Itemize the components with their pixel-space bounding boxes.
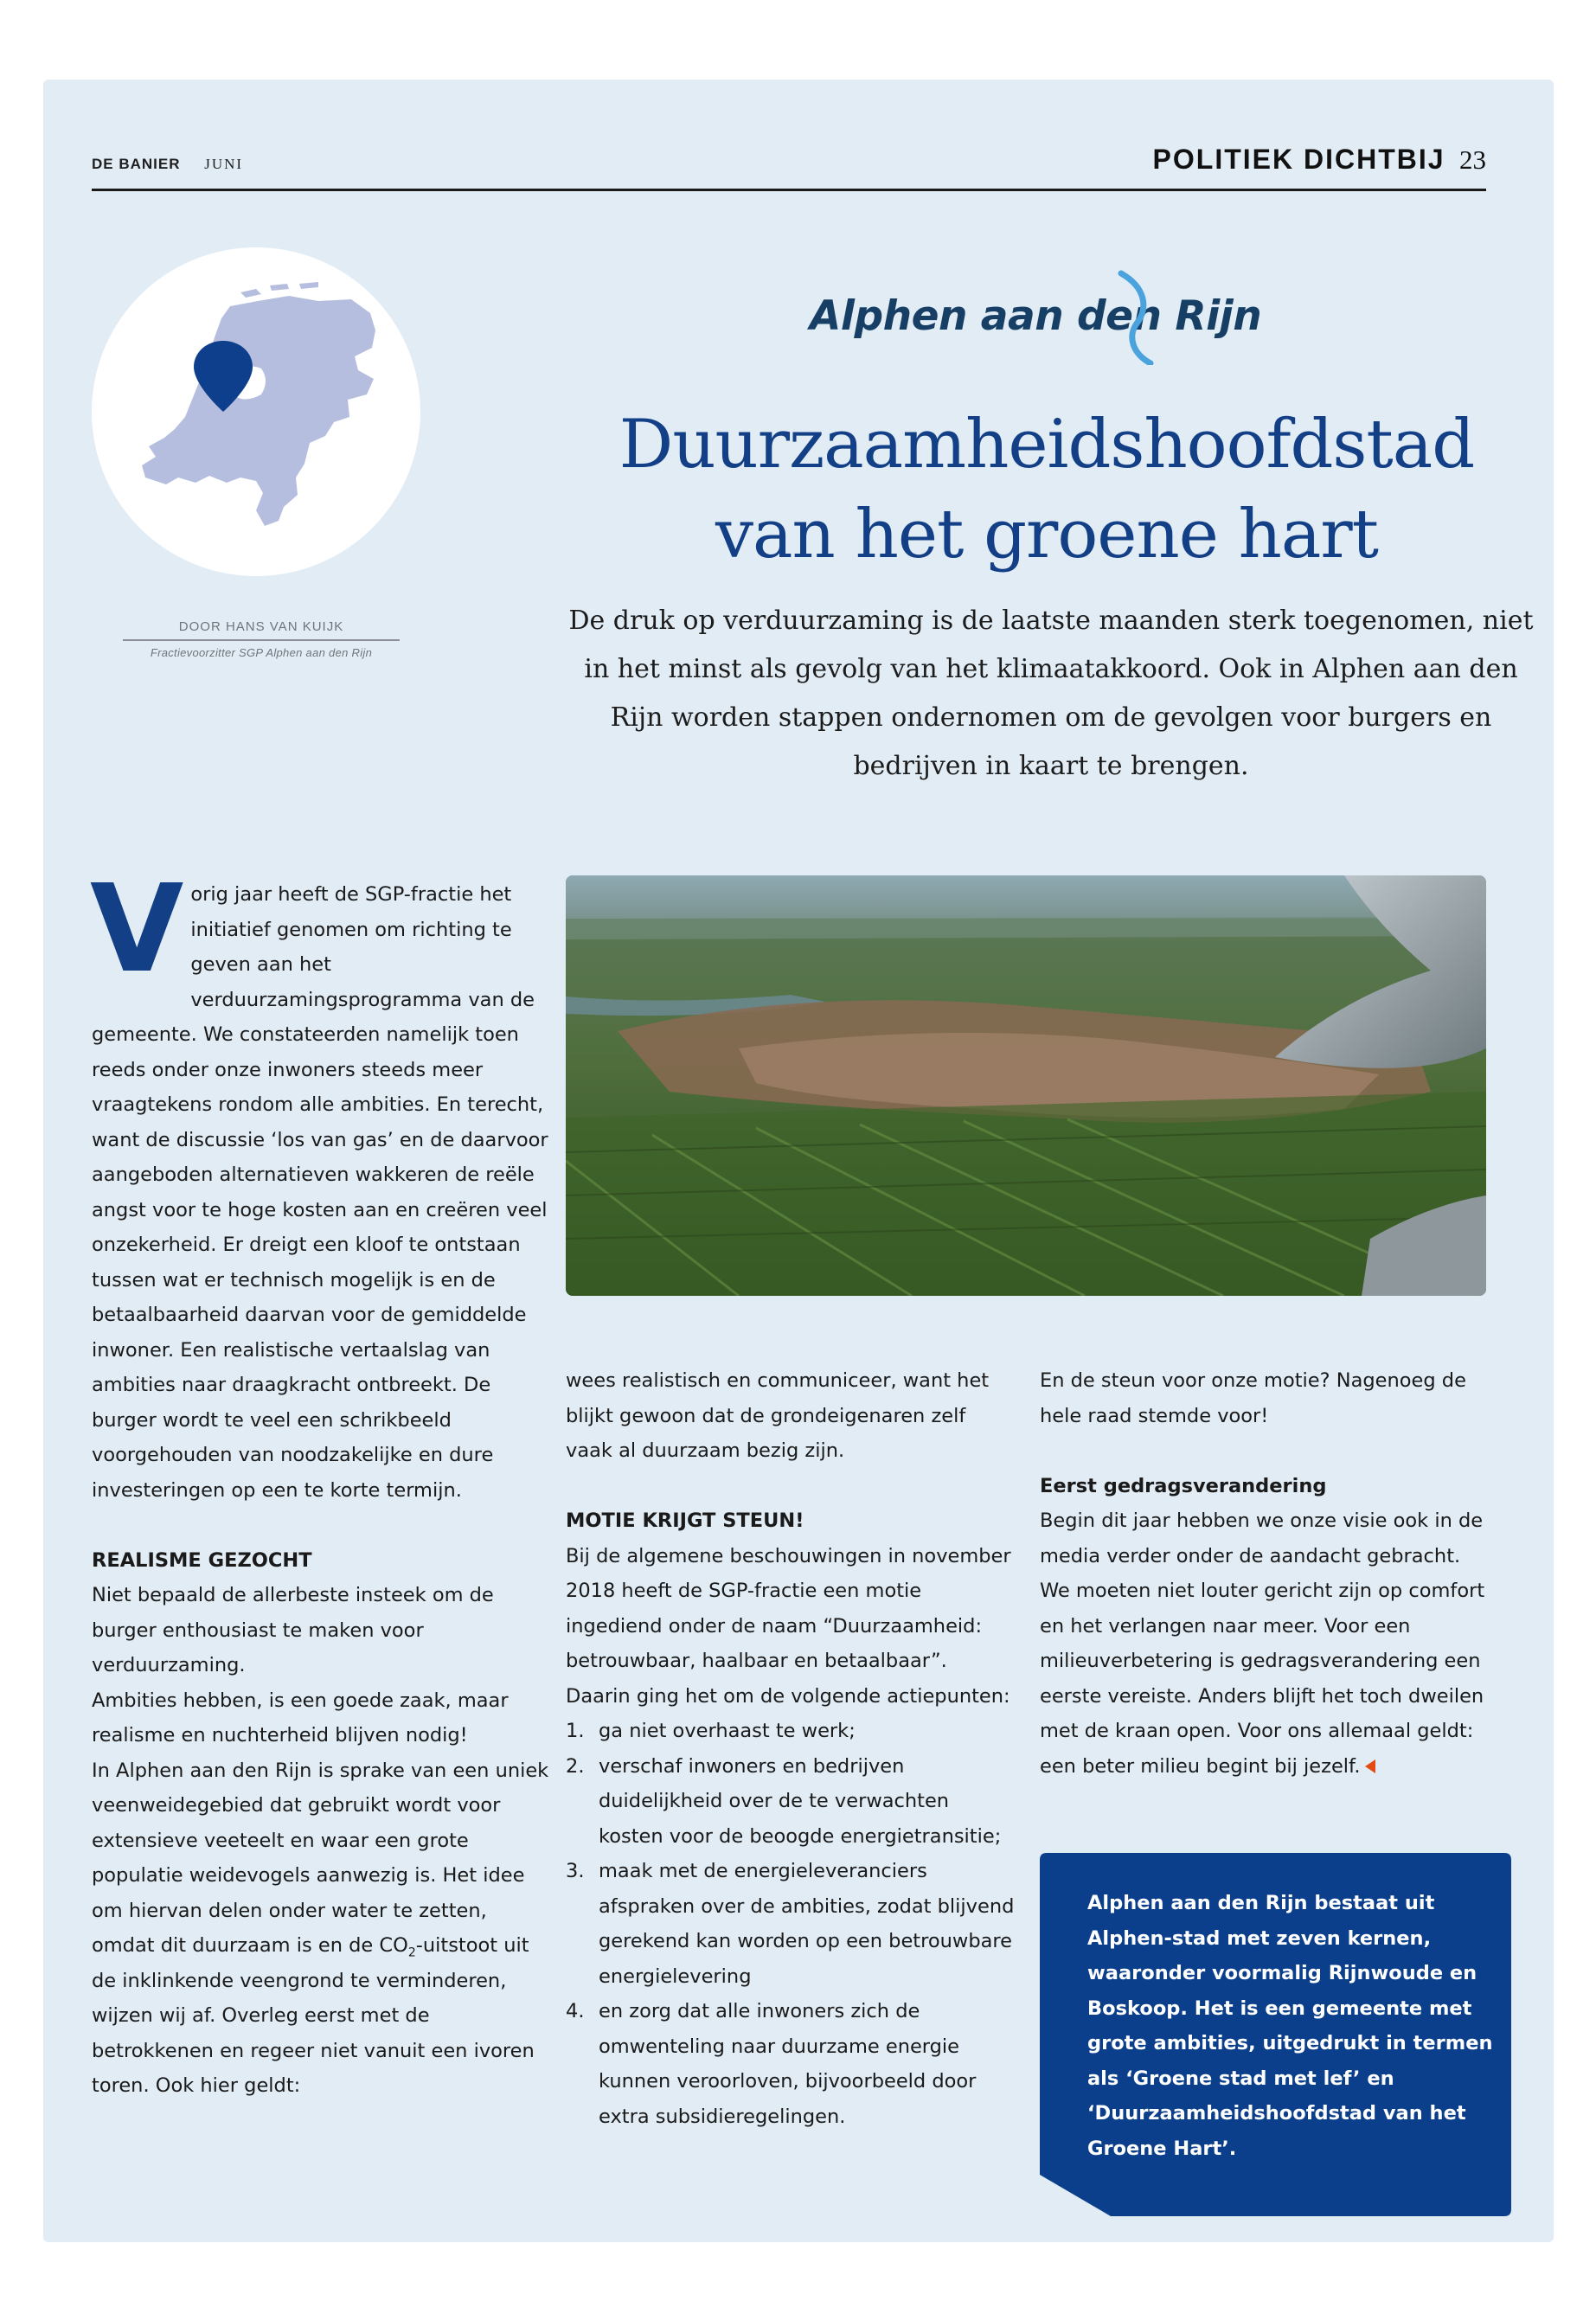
paragraph: En de steun voor onze motie? Nagenoeg de hele raad stemde voor! — [1040, 1369, 1466, 1427]
end-marker-icon — [1365, 1759, 1375, 1773]
section-title: POLITIEK DICHTBIJ — [1152, 144, 1445, 175]
river-swoosh-icon — [1111, 270, 1163, 365]
paragraph: wees realistisch en communiceer, want het blijkt gewoon dat de grondeigenaren zelf vaak al duurzaam bezig zijn. — [566, 1369, 990, 1462]
issue-month: JUNI — [204, 156, 244, 172]
running-header-left — [92, 156, 243, 173]
header-divider — [92, 189, 1486, 191]
netherlands-map — [92, 247, 420, 576]
article-lead: De druk op verduurzaming is de laatste maanden sterk toegenomen, niet in het minst als gevolg van het klimaatakkoord. Ook in Alphen aan den Rijn worden stappen ondernomen om de gevolgen voor burgers en bedrijven in kaart te brengen. — [568, 606, 1534, 781]
paragraph: Begin dit jaar hebben we onze visie ook in de media verder onder de aandacht gebracht. We moeten niet louter gericht zijn op comfort en het verlangen naar meer. Voor een milieuverbetering is gedragsverandering een eerste vereiste. Anders blijft het toch dweilen met de kraan open. Voor ons allemaal geldt: een beter milieu begint bij jezelf. — [1040, 1509, 1485, 1778]
column-3 — [1040, 1363, 1490, 1784]
list-item: 4. en zorg dat alle inwoners zich de omwenteling naar duurzame energie kunnen veroorloven, bijvoorbeeld door extra subsidieregelingen. — [566, 2000, 977, 2128]
subheading-gedrag: Eerst gedragsverandering — [1040, 1474, 1327, 1497]
column-2 — [566, 1363, 1016, 2134]
page-background — [43, 80, 1554, 2242]
netherlands-map-icon — [92, 247, 420, 576]
column-1 — [90, 859, 550, 2104]
municipality-logo — [810, 270, 1262, 365]
subheading-motie: MOTIE KRIJGT STEUN! — [566, 1509, 804, 1532]
intro-text: orig jaar heeft de SGP-fractie het initiatief genomen om richting te geven aan het verduurzamingsprogramma van de gemeente. We constateerden namelijk toen reeds onder onze inwoners steeds meer vraagtekens rondom alle ambities. En terecht, want de discussie ‘los van gas’ en de daarvoor aangeboden alternatieven wakkeren de reële angst voor te hoge kosten aan en creëren veel onzekerheid. Er dreigt een kloof te ontstaan tussen wat er technisch mogelijk is en de betaalbaarheid daarvan voor de gemiddelde inwoner. Een realistische vertaalslag van ambities naar draagkracht ontbreekt. De burger wordt te veel een schrikbeeld voorgehouden van noodzakelijke en dure investeringen op een te korte termijn. — [92, 883, 548, 1502]
running-header-right — [1153, 144, 1486, 176]
list-item: 1. ga niet overhaast te werk; — [566, 1720, 856, 1742]
paragraph: In Alphen aan den Rijn is sprake van een uniek veenweidegebied dat gebruikt wordt voor extensieve veeteelt en waar een grote populatie weidevogels aanwezig is. Het idee om hiervan delen onder water te zetten, omdat dit duurzaam is en de $CO_2$-uitstoot uit de inklinkende veengrond te verminderen, wijzen wij af. Overleg eerst met de betrokkenen en regeer niet vanuit een ivoren toren. Ook hier geldt: — [92, 1759, 549, 2097]
logo-text: Alphen aan den Rijn — [810, 292, 1262, 340]
byline-role: Fractievoorzitter SGP Alphen aan den Rijn — [150, 646, 373, 659]
drop-cap: V — [90, 859, 184, 1000]
aerial-landscape-image — [566, 875, 1486, 1296]
info-box-text: Alphen aan den Rijn bestaat uit Alphen-stad met zeven kernen, waaronder voormalig Rijnwoude en Boskoop. Het is een gemeente met grote ambities, uitgedrukt in termen als ‘Groene stad met lef’ en ‘Duurzaamheidshoofdstad van het Groene Hart’. — [1087, 1892, 1493, 2160]
intro-paragraph — [90, 859, 550, 1508]
article-title — [528, 400, 1566, 580]
info-box — [1040, 1853, 1511, 2216]
page-number: 23 — [1459, 144, 1486, 175]
paragraph: Bij de algemene beschouwingen in november 2018 heeft de SGP-fractie een motie ingediend onder de naam “Duurzaamheid: betrouwbaar, haalbaar en betaalbaar”. Daarin ging het om de volgende actiepunten: — [566, 1544, 1011, 1708]
title-line-1: Duurzaamheidshoofdstad — [619, 406, 1475, 484]
byline-author: DOOR HANS VAN KUIJK — [123, 619, 400, 641]
byline — [123, 619, 400, 659]
action-points-list — [566, 1714, 1016, 2134]
list-item: 3. maak met de energieleveranciers afspraken over de ambities, zodat blijvend gerekend kan worden op een betrouwbare energielevering — [566, 1860, 1015, 1988]
aerial-photo — [566, 875, 1486, 1296]
paragraph: Niet bepaald de allerbeste insteek om de burger enthousiast te maken voor verduurzaming. — [92, 1584, 494, 1676]
publication-name: DE BANIER — [92, 156, 181, 172]
subheading-realisme: REALISME GEZOCHT — [92, 1548, 312, 1572]
paragraph: Ambities hebben, is een goede zaak, maar realisme en nuchterheid blijven nodig! — [92, 1689, 509, 1747]
title-line-2: van het groene hart — [715, 496, 1379, 574]
list-item: 2. verschaf inwoners en bedrijven duidelijkheid over de te verwachten kosten voor de beoogde energietransitie; — [566, 1754, 1002, 1848]
